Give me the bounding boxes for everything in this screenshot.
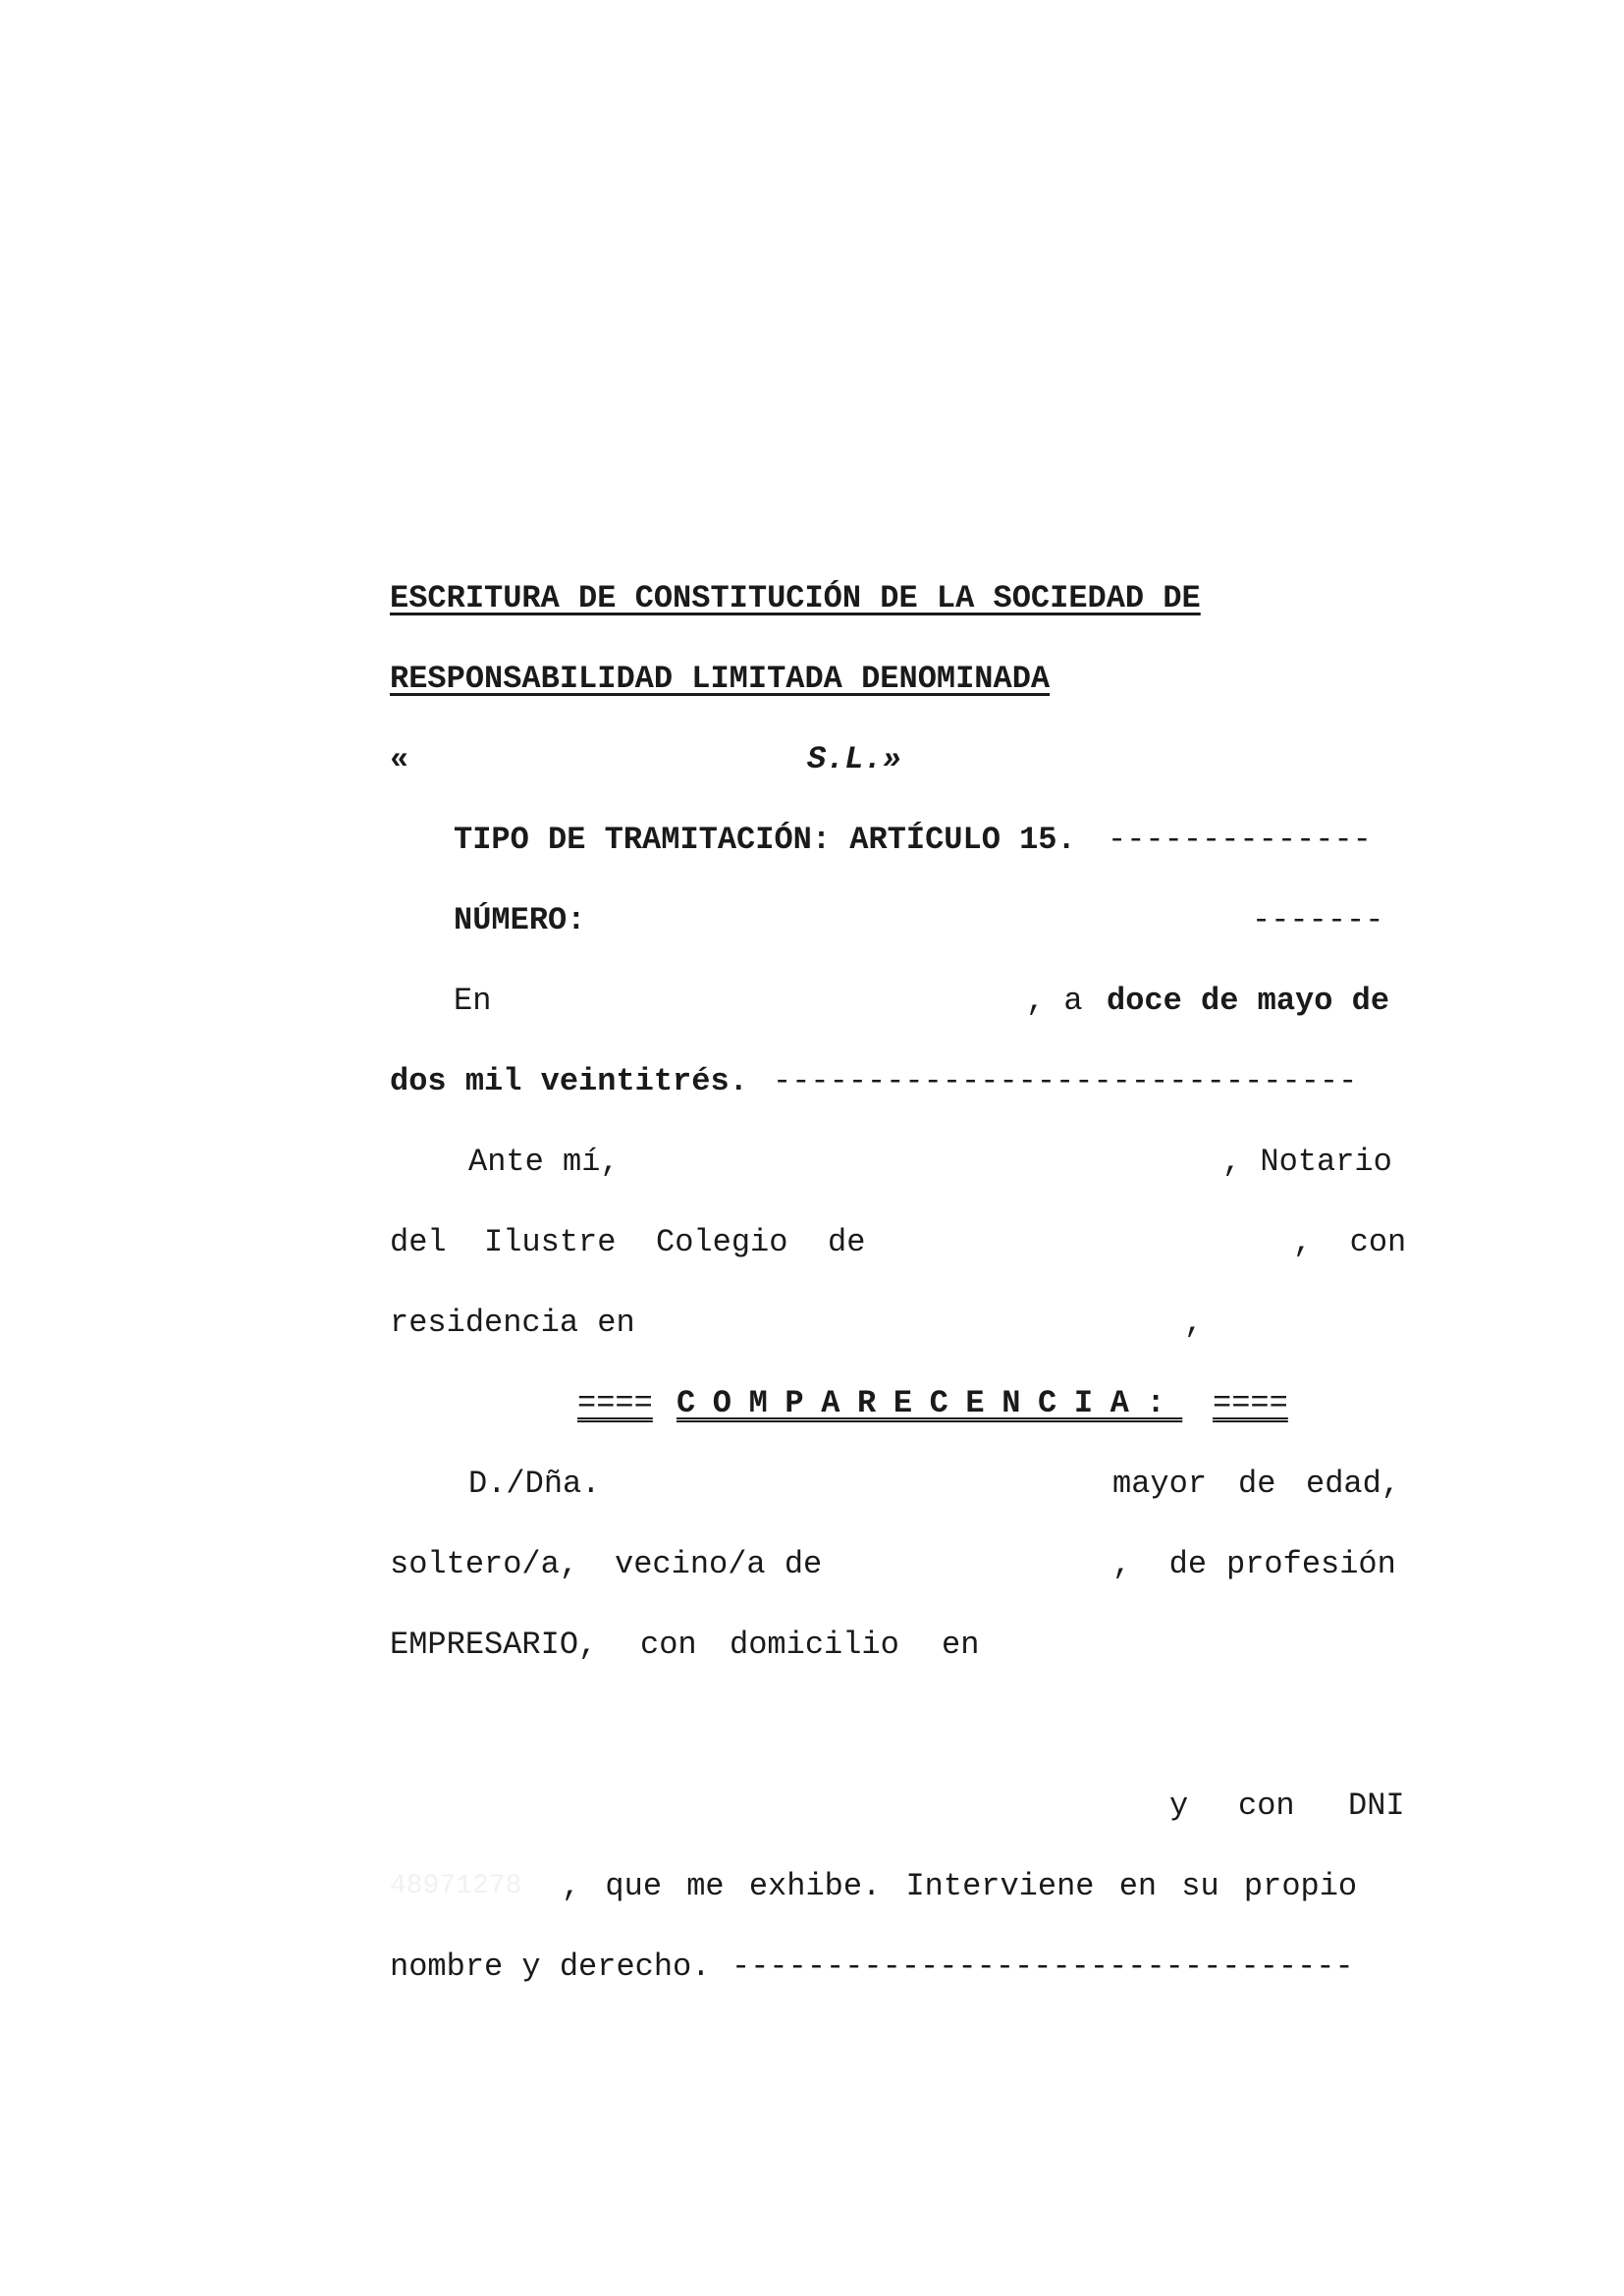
notario-del: del <box>390 1224 447 1260</box>
comparecencia-heading: COMPARECENCIA: <box>677 1385 1183 1421</box>
comparecencia-heading-right: ==== <box>1213 1385 1288 1421</box>
notario-ilustre: Ilustre <box>484 1224 617 1260</box>
compareciente-exhibe: , que me exhibe. Interviene en su propio <box>562 1868 1358 1904</box>
notario-residencia: residencia en <box>390 1305 635 1341</box>
compareciente-dashes: --------------------------------- <box>731 1949 1354 1985</box>
compareciente-en: en <box>942 1627 980 1663</box>
tramitacion-label: TIPO DE TRAMITACIÓN: ARTÍCULO 15. <box>454 822 1076 858</box>
compareciente-con-dni: con <box>1238 1788 1295 1824</box>
numero-label: NÚMERO: <box>454 902 586 938</box>
notario-ante-mi: Ante mí, <box>468 1144 620 1180</box>
fecha-year: dos mil veintitrés. <box>390 1063 748 1099</box>
compareciente-edad: edad, <box>1306 1466 1401 1502</box>
quote-open: « <box>390 741 409 777</box>
compareciente-titulo: D./Dña. <box>468 1466 601 1502</box>
numero-dashes: ------- <box>1252 902 1384 938</box>
compareciente-soltero: soltero/a, <box>390 1546 579 1582</box>
tramitacion-dashes: -------------- <box>1108 822 1372 858</box>
notario-residencia-comma: , <box>1184 1305 1204 1341</box>
compareciente-y: y <box>1169 1788 1189 1824</box>
compareciente-de-profesion: , de <box>1112 1546 1208 1582</box>
deed-title-line-2: RESPONSABILIDAD LIMITADA DENOMINADA <box>390 661 1051 697</box>
comparecencia-heading-left: ==== <box>577 1385 653 1421</box>
compareciente-de: de <box>1238 1466 1276 1502</box>
compareciente-con: con <box>640 1627 697 1663</box>
deed-title-line-1: ESCRITURA DE CONSTITUCIÓN DE LA SOCIEDAD DE <box>390 580 1201 616</box>
notario-title: , Notario <box>1222 1144 1392 1180</box>
notario-colegio: Colegio <box>656 1224 788 1260</box>
fecha-comma-a: , a <box>1026 983 1083 1019</box>
fecha-en: En <box>454 983 492 1019</box>
compareciente-dni: DNI <box>1348 1788 1405 1824</box>
compareciente-domicilio: domicilio <box>730 1627 899 1663</box>
compareciente-empresario: EMPRESARIO, <box>390 1627 598 1663</box>
notario-de: de <box>828 1224 866 1260</box>
notario-con: , con <box>1293 1224 1407 1260</box>
company-suffix: S.L.» <box>807 741 902 777</box>
fecha-date: doce de mayo de <box>1107 983 1390 1019</box>
compareciente-mayor: mayor <box>1112 1466 1208 1502</box>
compareciente-profesion: profesión <box>1226 1546 1396 1582</box>
compareciente-vecino: vecino/a de <box>615 1546 823 1582</box>
compareciente-nombre: nombre y derecho. <box>390 1949 711 1985</box>
compareciente-dni-number: 48971278 <box>390 1871 522 1901</box>
fecha-dashes: ------------------------------- <box>773 1063 1358 1099</box>
